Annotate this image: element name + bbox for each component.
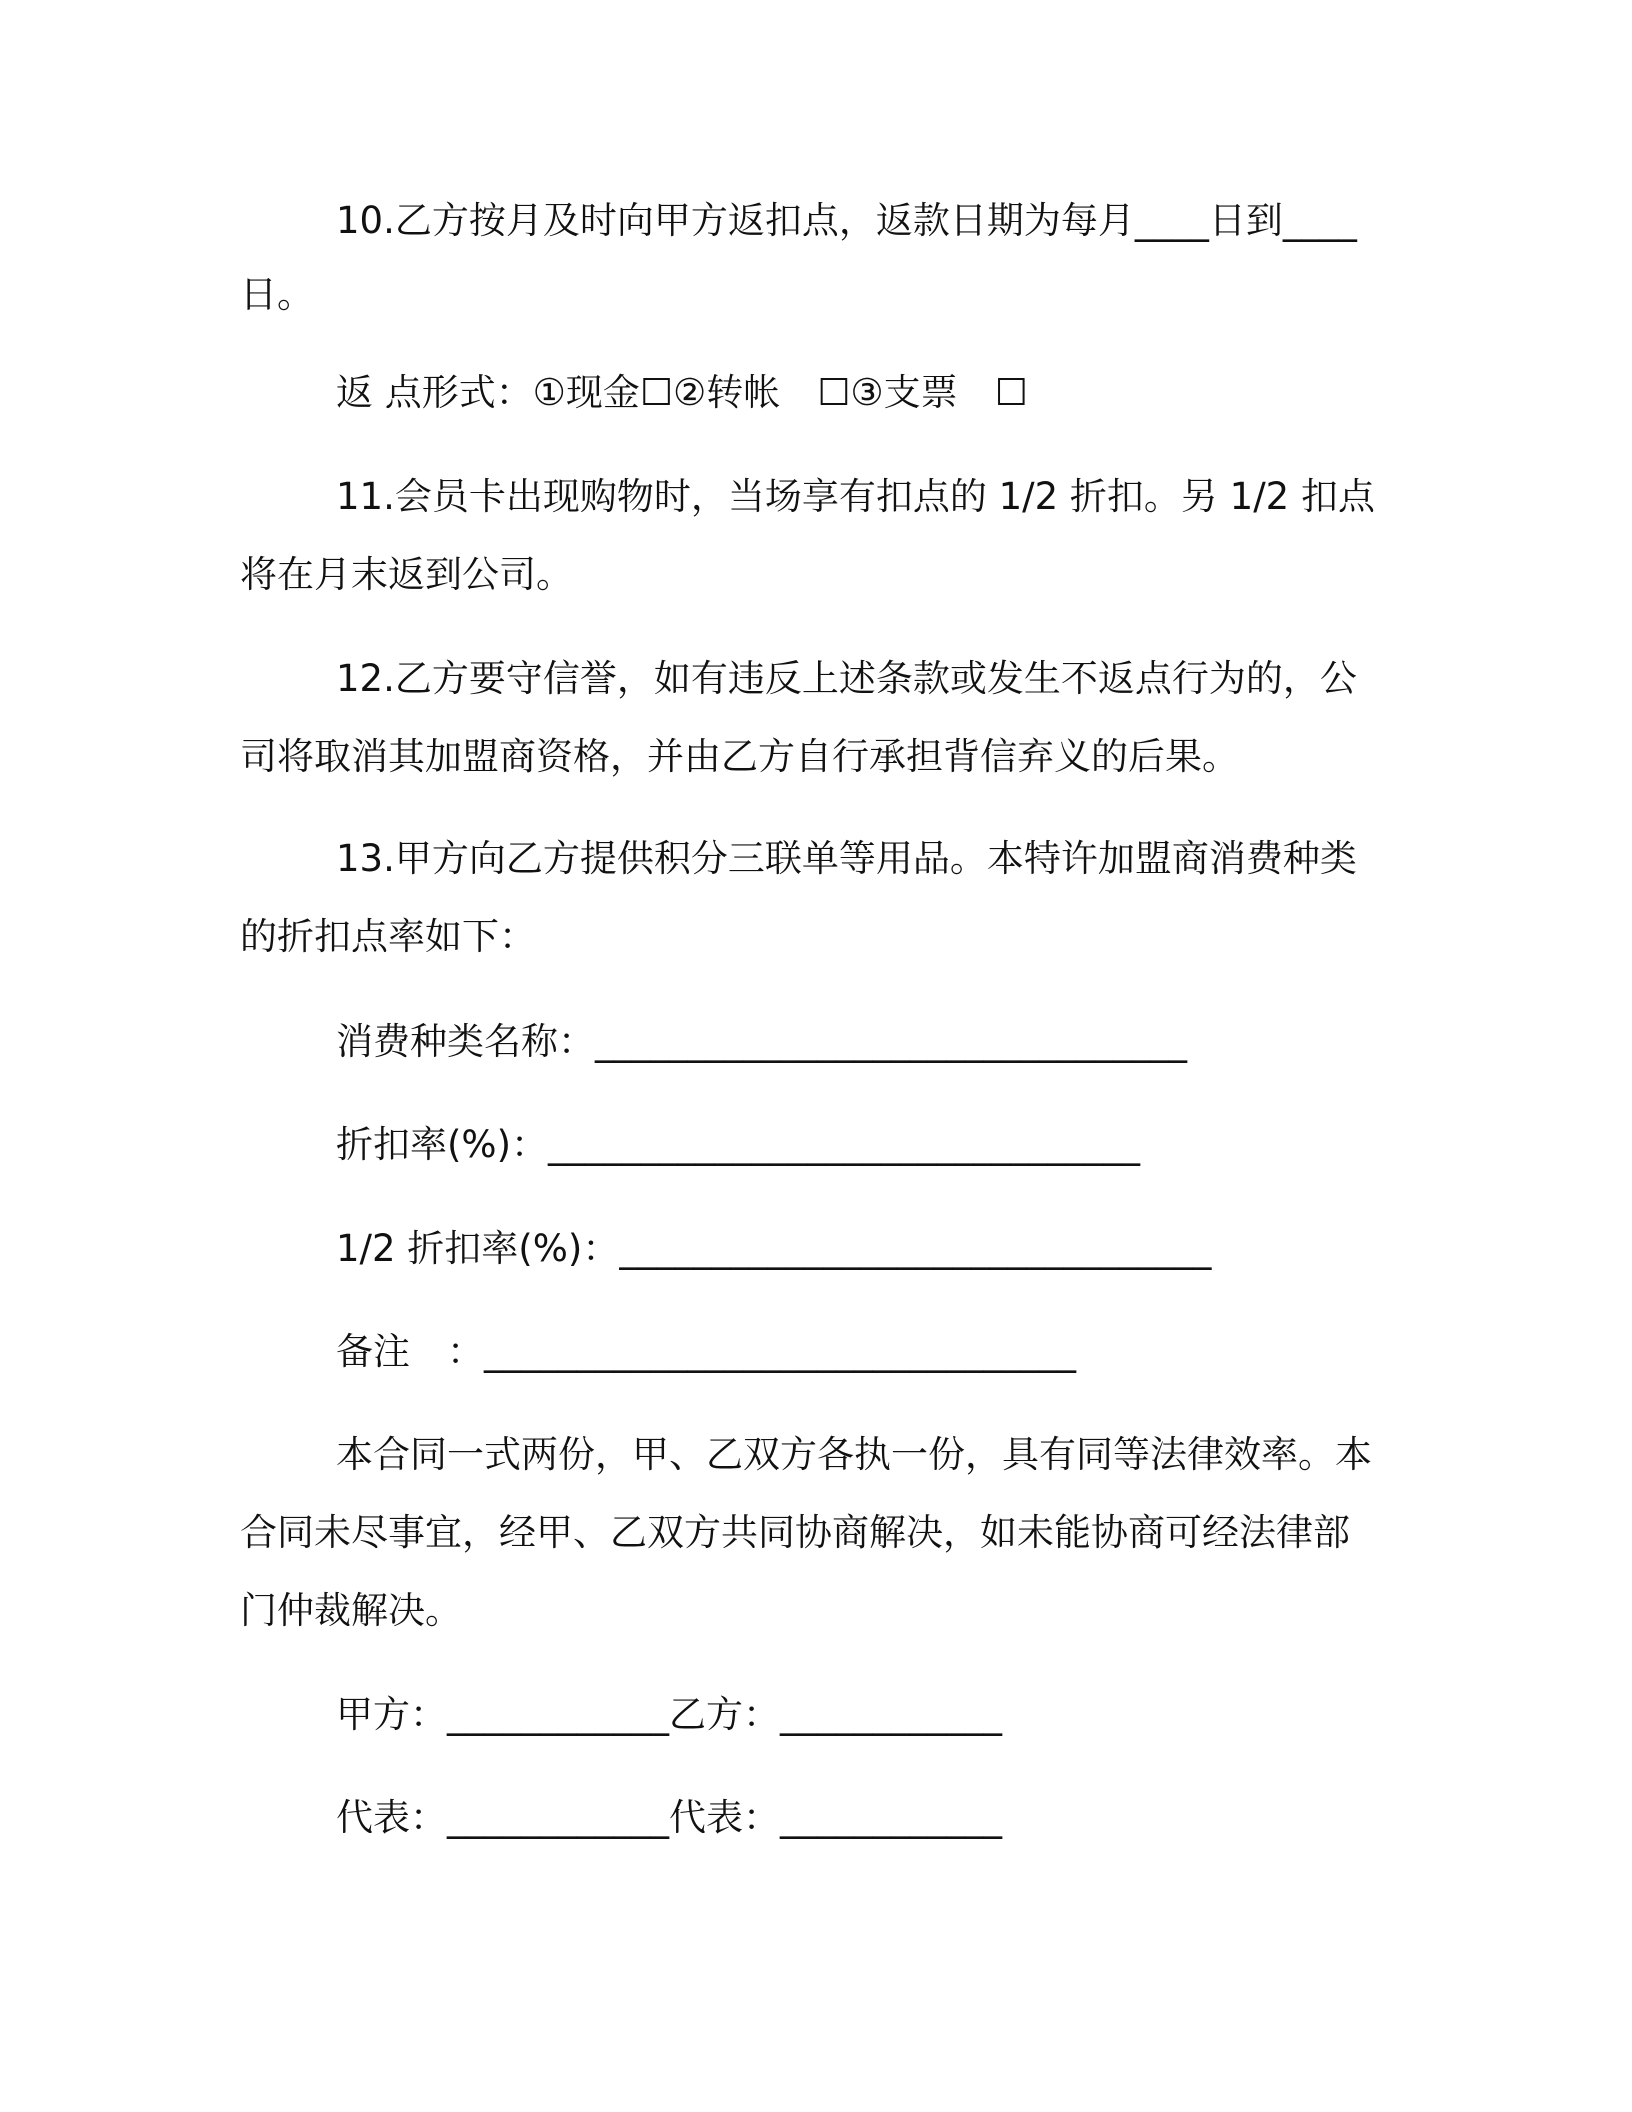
signature-parties: 甲方：____________乙方：____________ — [336, 1693, 1002, 1736]
clause-11-line-1: 11.会员卡出现购物时，当场享有扣点的 1/2 折扣。另 1/2 扣点 — [336, 475, 1375, 518]
signature-representatives: 代表：____________代表：____________ — [336, 1796, 1002, 1839]
clause-13-line-1: 13.甲方向乙方提供积分三联单等用品。本特许加盟商消费种类 — [336, 837, 1357, 880]
closing-line-2: 合同未尽事宜，经甲、乙双方共同协商解决，如未能协商可经法律部 — [240, 1511, 1350, 1554]
field-remarks: 备注 ：________________________________ — [336, 1330, 1076, 1373]
closing-line-1: 本合同一式两份，甲、乙双方各执一份，具有同等法律效率。本 — [336, 1433, 1372, 1476]
closing-line-3: 门仲裁解决。 — [240, 1589, 462, 1632]
clause-13-line-2: 的折扣点率如下： — [240, 915, 536, 958]
rebate-form-options: 返 点形式：①现金☐②转帐 ☐③支票 ☐ — [336, 371, 1028, 414]
clause-10-line-2: 日。 — [240, 273, 314, 316]
field-consumption-category: 消费种类名称：________________________________ — [336, 1020, 1187, 1063]
field-half-discount-rate: 1/2 折扣率(%)：________________________________ — [336, 1227, 1212, 1270]
clause-10-line-1: 10.乙方按月及时向甲方返扣点，返款日期为每月____日到____ — [336, 199, 1357, 242]
clause-12-line-2: 司将取消其加盟商资格，并由乙方自行承担背信弃义的后果。 — [240, 735, 1239, 778]
clause-12-line-1: 12.乙方要守信誉，如有违反上述条款或发生不返点行为的，公 — [336, 657, 1357, 700]
field-discount-rate: 折扣率(%)：________________________________ — [336, 1123, 1141, 1166]
clause-11-line-2: 将在月末返到公司。 — [240, 553, 573, 596]
